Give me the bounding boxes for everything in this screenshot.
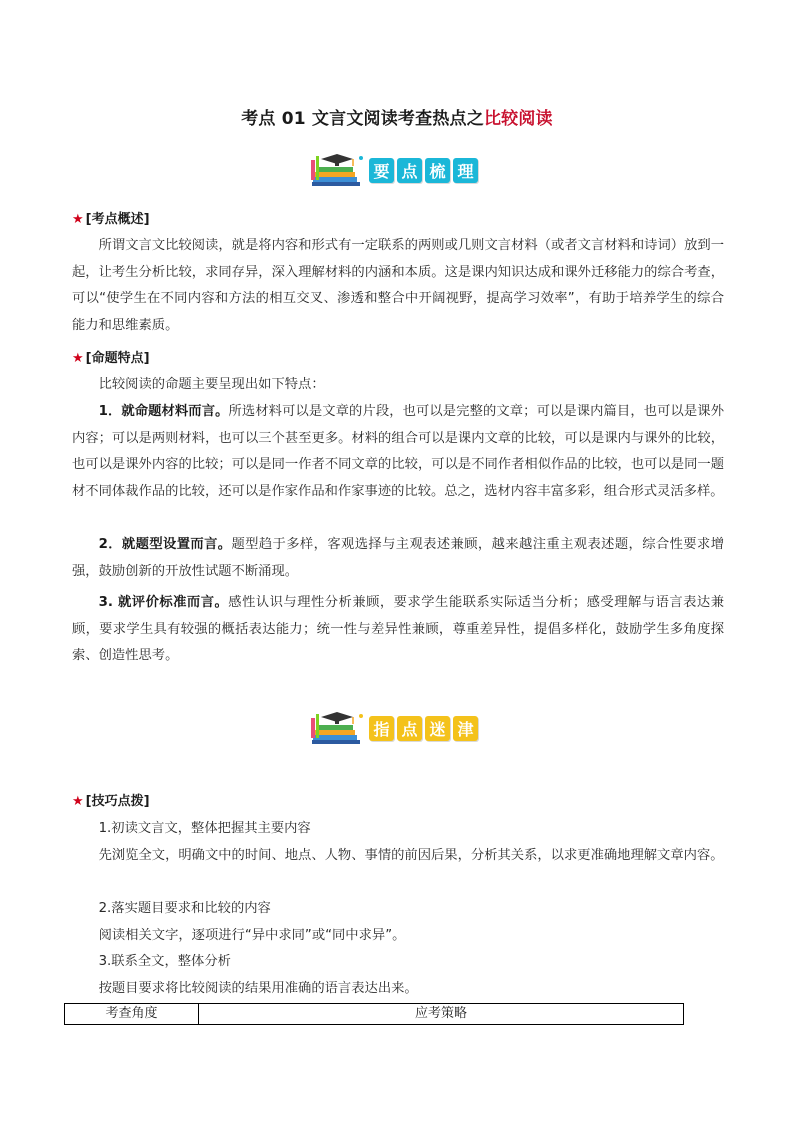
banner-tiles — [369, 158, 478, 183]
features-intro: 比较阅读的命题主要呈现出如下特点： — [98, 377, 325, 392]
banner-key-points — [309, 150, 489, 188]
banner-tile: 点 — [397, 158, 422, 183]
overview-paragraph: 所谓文言文比较阅读，就是将内容和形式有一定联系的两则或几则文言材料（或者文言材料和诗词）放到一起，让考生分析比较，求同存异，深入理解材料的内涵和本质。这是课内知识达成和课外迁移能力的综合考查，可以“使学生在不同内容和方法的相互交叉、渗透和整合中开阔视野，提高学习效率”，有助于培养学生的综合能力和思维素质。 — [72, 238, 724, 333]
title-prefix: 考点 01 文言文阅读考查热点之 — [241, 109, 484, 129]
banner-tile: 要 — [369, 158, 394, 183]
star-icon: ★ — [72, 794, 84, 809]
feature-item-1 — [72, 399, 724, 505]
banner-tile: 理 — [453, 158, 478, 183]
section-heading-text: [考点概述] — [85, 212, 150, 227]
section-heading-text: [命题特点] — [85, 351, 150, 366]
banner-tile: 梳 — [425, 158, 450, 183]
star-icon: ★ — [72, 212, 84, 227]
tip-heading-2: 2.落实题目要求和比较的内容 — [98, 901, 271, 916]
feature-text: 题型趋于多样，客观选择与主观表述兼顾，越来越注重主观表述题，综合性要求增强，鼓励创新的开放性试题不断涌现。 — [72, 537, 724, 579]
section-heading-text: [技巧点拨] — [85, 794, 150, 809]
tip-text-2: 阅读相关文字，逐项进行“异中求同”或“同中求异”。 — [98, 928, 406, 943]
tip-text-3: 按题目要求将比较阅读的结果用准确的语言表达出来。 — [98, 981, 418, 996]
table-header-angle: 考查角度 — [65, 1004, 199, 1024]
section-heading-tips — [72, 790, 150, 809]
banner-tile: 指 — [369, 716, 394, 741]
books-graduation-icon — [309, 708, 367, 746]
strategy-table — [64, 1003, 684, 1025]
section-heading-overview — [72, 208, 150, 227]
banner-guidance — [309, 708, 489, 746]
page-title — [0, 104, 794, 129]
feature-lead: 1．就命题材料而言。 — [98, 404, 229, 419]
banner-tile: 迷 — [425, 716, 450, 741]
feature-text: 感性认识与理性分析兼顾，要求学生能联系实际适当分析；感受理解与语言表达兼顾，要求学生具有较强的概括表达能力；统一性与差异性兼顾，尊重差异性，提倡多样化，鼓励学生多角度探索、创造性思考。 — [72, 595, 724, 664]
tip-text-1: 先浏览全文，明确文中的时间、地点、人物、事情的前因后果，分析其关系，以求更准确地理解文章内容。 — [98, 848, 724, 863]
banner-tiles — [369, 716, 478, 741]
title-highlight: 比较阅读 — [483, 109, 553, 129]
tip-heading-3: 3.联系全文，整体分析 — [98, 954, 231, 969]
feature-item-2 — [72, 532, 724, 585]
feature-lead: 2．就题型设置而言。 — [98, 537, 232, 552]
banner-tile: 点 — [397, 716, 422, 741]
section-heading-features — [72, 347, 150, 366]
feature-lead: 3. 就评价标准而言。 — [98, 595, 229, 610]
books-graduation-icon — [309, 150, 367, 188]
table-header-strategy: 应考策略 — [414, 1006, 467, 1021]
feature-item-3 — [72, 590, 724, 670]
banner-tile: 津 — [453, 716, 478, 741]
tip-heading-1: 1.初读文言文，整体把握其主要内容 — [98, 821, 311, 836]
star-icon: ★ — [72, 351, 84, 366]
feature-text: 所选材料可以是文章的片段，也可以是完整的文章；可以是课内篇目，也可以是课外内容；可以是两则材料，也可以三个甚至更多。材料的组合可以是课内文章的比较，可以是课内与课外的比较，也可以是课外内容的比较；可以是同一作者不同文章的比较，可以是不同作者相似作品的比较，也可以是同一题材不同体裁作品的比较，还可以是作家作品和作家事迹的比较。总之，选材内容丰富多彩，组合形式灵活多样。 — [72, 404, 724, 499]
